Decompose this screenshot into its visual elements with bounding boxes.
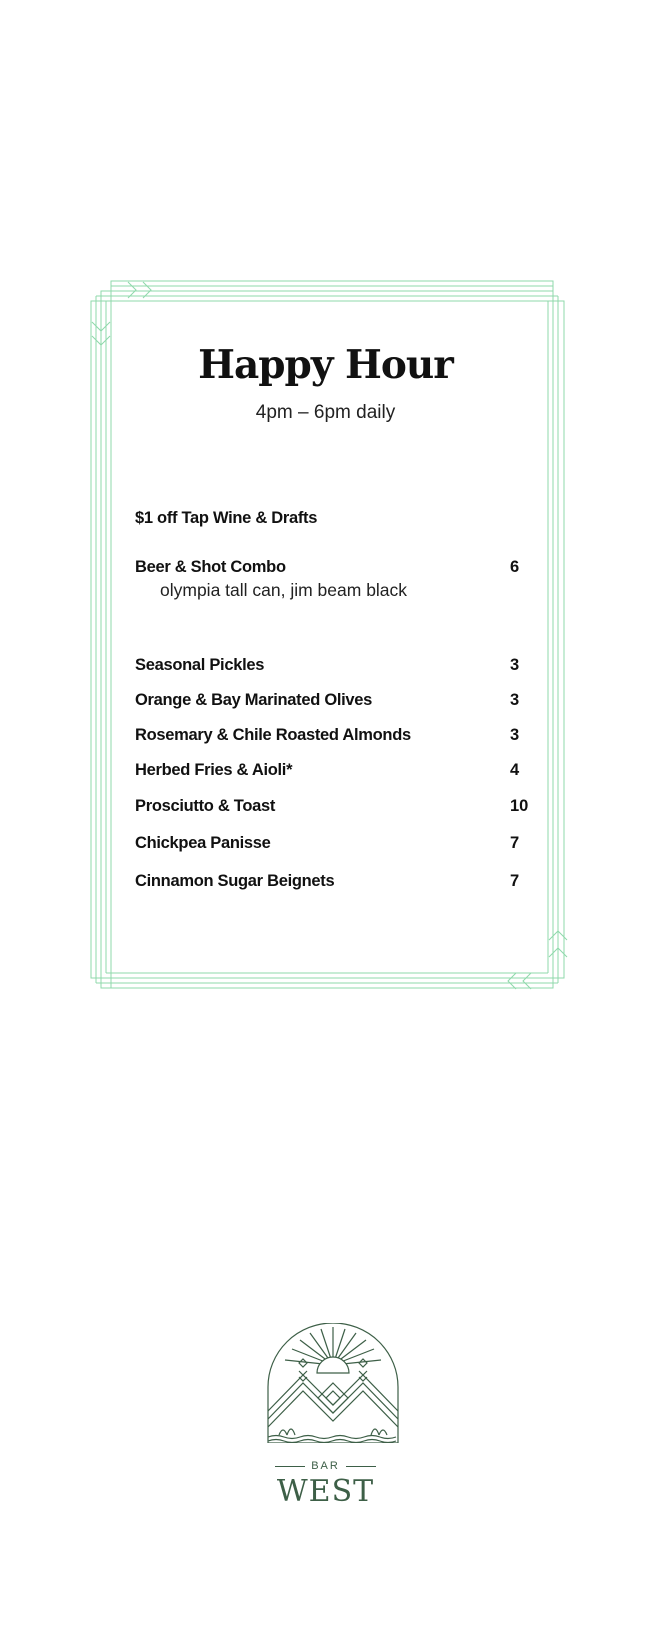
menu-item-description: olympia tall can, jim beam black <box>160 580 408 600</box>
logo-wordmark: WEST <box>276 1474 375 1509</box>
menu-item <box>135 761 525 785</box>
menu-item <box>135 834 525 858</box>
menu-item-name: Seasonal Pickles <box>135 656 265 674</box>
page-title: Happy Hour <box>198 342 453 388</box>
menu-item-name: Cinnamon Sugar Beignets <box>135 872 335 890</box>
menu-item-price: 3 <box>510 726 520 744</box>
menu-item-name: Beer & Shot Combo <box>135 558 286 576</box>
logo-subtext <box>0 1460 651 1472</box>
logo-rule-left <box>275 1466 305 1467</box>
menu-item-name: Rosemary & Chile Roasted Almonds <box>135 726 411 744</box>
menu-item <box>135 691 525 715</box>
menu-item-name: Herbed Fries & Aioli* <box>135 761 293 779</box>
menu-item-price: 7 <box>510 834 520 852</box>
menu-item-price: 10 <box>510 797 529 815</box>
menu-item-price: 6 <box>510 558 520 576</box>
menu-item <box>135 726 525 750</box>
menu-item-price: 7 <box>510 872 520 890</box>
logo-bar-text: BAR <box>311 1460 340 1472</box>
menu-item <box>135 509 525 533</box>
menu-item <box>135 656 525 680</box>
menu-item-name: Orange & Bay Marinated Olives <box>135 691 373 709</box>
menu-item <box>135 797 529 821</box>
hours-subtitle: 4pm – 6pm daily <box>255 402 396 423</box>
menu-item <box>135 558 525 582</box>
menu-item-price: 3 <box>510 656 520 674</box>
menu-item-price: 4 <box>510 761 520 779</box>
menu-item-name: $1 off Tap Wine & Drafts <box>135 509 318 527</box>
bar-west-logo-icon <box>263 1323 403 1443</box>
logo-rule-right <box>346 1466 376 1467</box>
menu-item <box>135 872 525 896</box>
menu-item-name: Prosciutto & Toast <box>135 797 276 815</box>
menu-item-price: 3 <box>510 691 520 709</box>
menu-item-name: Chickpea Panisse <box>135 834 271 852</box>
